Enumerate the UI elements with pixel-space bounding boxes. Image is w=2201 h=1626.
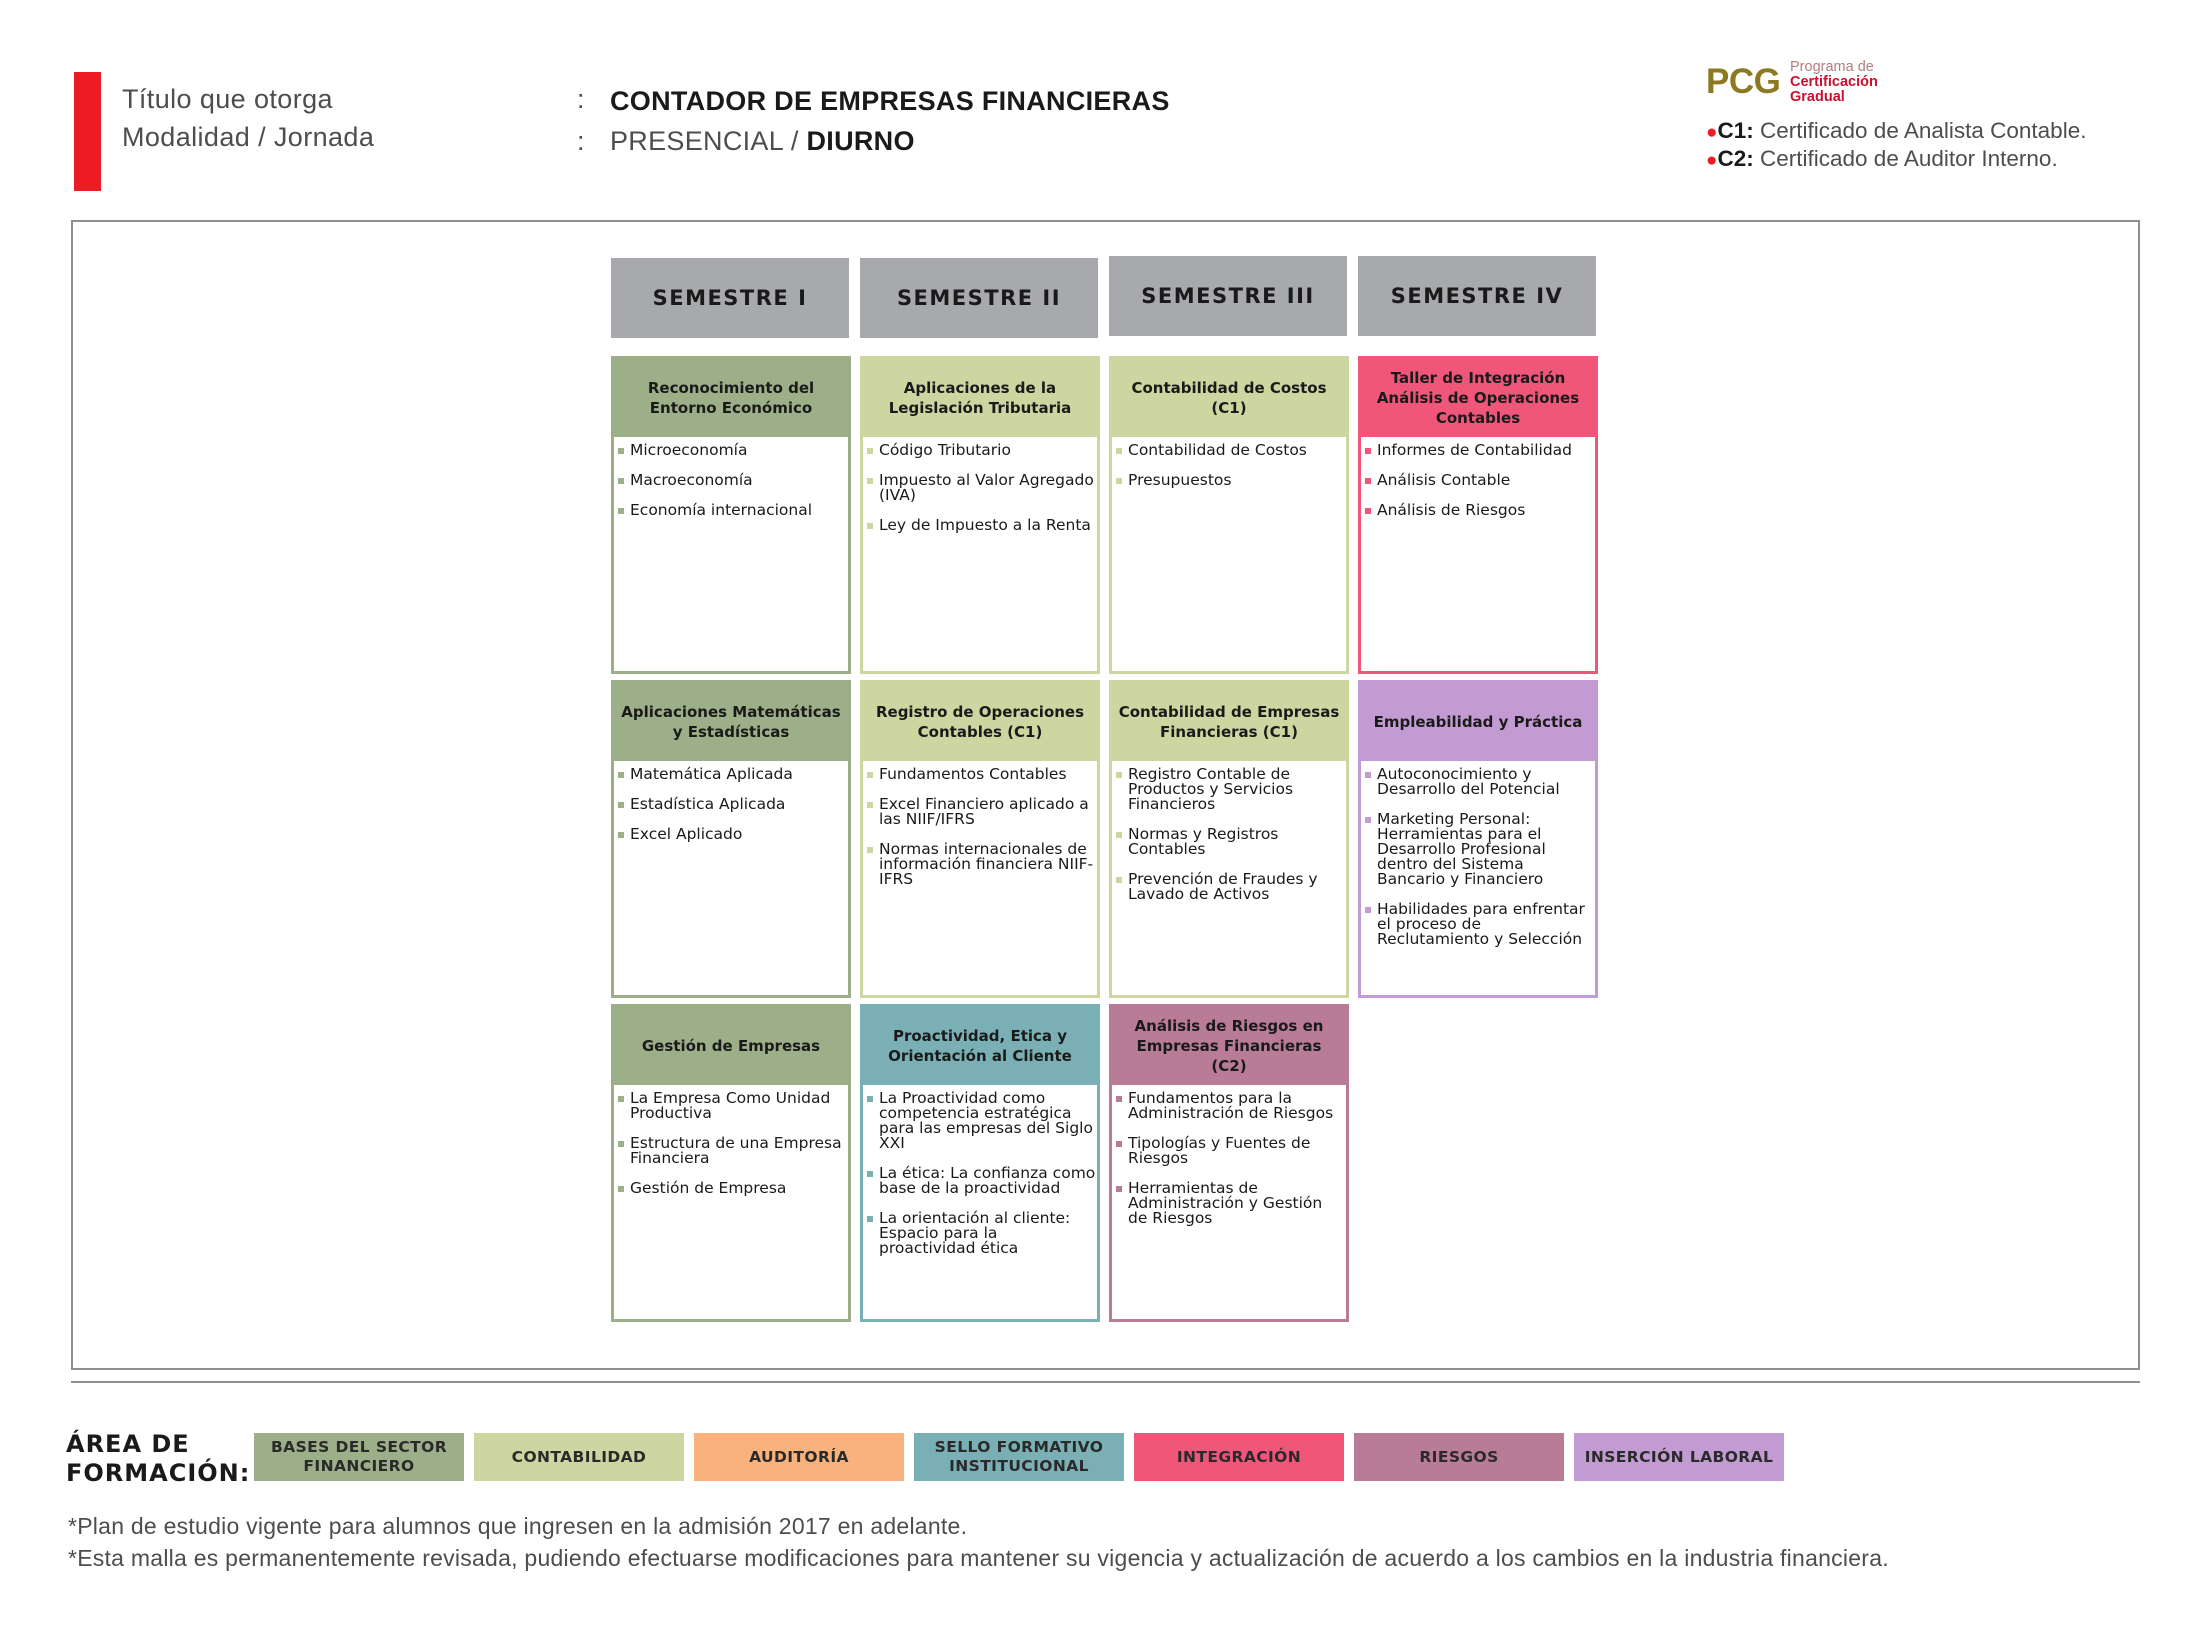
course-card [1358,356,1598,674]
square-bullet-icon [618,1096,624,1102]
course-title: Proactividad, Etica y Orientación al Cliente [863,1007,1097,1085]
legend-item: INTEGRACIÓN [1134,1433,1344,1481]
topic-list [1112,437,1346,488]
square-bullet-icon [867,772,873,778]
course-title: Reconocimiento del Entorno Económico [614,359,848,437]
topic-item [1365,902,1595,947]
course-card [1109,680,1349,998]
square-bullet-icon [1116,1186,1122,1192]
topic-item [1116,1091,1346,1121]
topic-item [618,1091,848,1121]
topic-list [1112,761,1346,902]
square-bullet-icon [618,832,624,838]
semester-1-header: SEMESTRE I [611,258,849,338]
square-bullet-icon [618,802,624,808]
square-bullet-icon [1365,508,1371,514]
square-bullet-icon [867,478,873,484]
topic-text: Excel Aplicado [630,825,743,843]
square-bullet-icon [1365,478,1371,484]
footnote-1: *Plan de estudio vigente para alumnos que ingresen en la admisión 2017 en adelante. [68,1513,968,1539]
course-title: Contabilidad de Costos (C1) [1112,359,1346,437]
square-bullet-icon [1116,1141,1122,1147]
topic-item [1116,443,1346,458]
course-title: Aplicaciones de la Legislación Tributaria [863,359,1097,437]
topic-text: Fundamentos Contables [879,765,1067,783]
topic-text: Autoconocimiento y Desarrollo del Potencial [1377,765,1560,798]
course-card [611,356,851,674]
topic-text: Estadística Aplicada [630,795,786,813]
topic-text: Informes de Contabilidad [1377,441,1573,459]
square-bullet-icon [867,802,873,808]
square-bullet-icon [618,1186,624,1192]
course-title: Taller de Integración Análisis de Operaciones Contables [1361,359,1595,437]
legend-item: BASES DEL SECTOR FINANCIERO [254,1433,464,1481]
course-title: Registro de Operaciones Contables (C1) [863,683,1097,761]
topic-text: Registro Contable de Productos y Servicios Financieros [1128,765,1294,813]
course-card [1358,680,1598,998]
square-bullet-icon [618,508,624,514]
topic-text: La Empresa Como Unidad Productiva [630,1089,831,1122]
legend-item: INSERCIÓN LABORAL [1574,1433,1784,1481]
topic-item [1365,503,1595,518]
topic-item [867,842,1097,887]
course-card [1109,356,1349,674]
topic-item [867,443,1097,458]
topic-item [1365,443,1595,458]
topic-list [614,761,848,842]
square-bullet-icon [1116,478,1122,484]
square-bullet-icon [1365,817,1371,823]
legend-label: ÁREA DE FORMACIÓN: [66,1430,251,1487]
topic-item [618,827,848,842]
topic-list [863,761,1097,887]
degree-title: CONTADOR DE EMPRESAS FINANCIERAS [610,86,1170,116]
topic-item [1116,1136,1346,1166]
topic-item [1116,473,1346,488]
topic-list [614,437,848,518]
topic-item [867,518,1097,533]
square-bullet-icon [618,478,624,484]
mode-value: PRESENCIAL / DIURNO [610,126,915,156]
square-bullet-icon [867,448,873,454]
legend-item: RIESGOS [1354,1433,1564,1481]
square-bullet-icon [1365,772,1371,778]
topic-list [1361,437,1595,518]
curriculum-frame [71,220,2140,1370]
topic-text: Habilidades para enfrentar el proceso de Reclutamiento y Selección [1377,900,1585,948]
bullet-icon: ● [1706,150,1718,171]
topic-list [863,437,1097,533]
course-card [860,1004,1100,1322]
course-card [1109,1004,1349,1322]
mode-label: Modalidad / Jornada [122,122,375,152]
topic-item [618,1136,848,1166]
legend-item: CONTABILIDAD [474,1433,684,1481]
topic-item [867,797,1097,827]
topic-list [614,1085,848,1196]
square-bullet-icon [1116,832,1122,838]
course-card [611,680,851,998]
semester-3-header: SEMESTRE III [1109,256,1347,336]
divider [71,1381,2140,1383]
topic-item [618,473,848,488]
square-bullet-icon [1116,1096,1122,1102]
topic-text: Matemática Aplicada [630,765,793,783]
topic-text: La Proactividad como competencia estratégica para las empresas del Siglo XXI [879,1089,1093,1152]
topic-item [1365,812,1595,887]
course-title: Aplicaciones Matemáticas y Estadísticas [614,683,848,761]
square-bullet-icon [1365,907,1371,913]
square-bullet-icon [1116,877,1122,883]
square-bullet-icon [1116,772,1122,778]
topic-item [1116,767,1346,812]
topic-text: Normas y Registros Contables [1128,825,1279,858]
topic-text: Excel Financiero aplicado a las NIIF/IFRS [879,795,1089,828]
topic-text: Análisis de Riesgos [1377,501,1526,519]
pcg-logo: PCG Programa de Certificación Gradual [1706,59,1878,105]
topic-text: Código Tributario [879,441,1011,459]
semester-4-header: SEMESTRE IV [1358,256,1596,336]
topic-text: Normas internacionales de información financiera NIIF-IFRS [879,840,1094,888]
square-bullet-icon [618,448,624,454]
semester-2-header: SEMESTRE II [860,258,1098,338]
legend-item: AUDITORÍA [694,1433,904,1481]
topic-text: Ley de Impuesto a la Renta [879,516,1091,534]
course-title: Análisis de Riesgos en Empresas Financieras (C2) [1112,1007,1346,1085]
topic-text: La ética: La confianza como base de la proactividad [879,1164,1096,1197]
course-card [860,680,1100,998]
topic-text: Economía internacional [630,501,813,519]
topic-item [1365,767,1595,797]
topic-list [1361,761,1595,947]
topic-item [867,767,1097,782]
square-bullet-icon [618,772,624,778]
square-bullet-icon [618,1141,624,1147]
mode-colon: : [577,126,585,156]
topic-text: Análisis Contable [1377,471,1511,489]
course-title: Gestión de Empresas [614,1007,848,1085]
topic-text: Macroeconomía [630,471,753,489]
topic-text: Prevención de Fraudes y Lavado de Activos [1128,870,1318,903]
course-title: Contabilidad de Empresas Financieras (C1) [1112,683,1346,761]
topic-item [867,1211,1097,1256]
square-bullet-icon [867,1096,873,1102]
square-bullet-icon [867,523,873,529]
topic-text: Herramientas de Administración y Gestión de Riesgos [1128,1179,1323,1227]
course-card [860,356,1100,674]
certificate-c1: ●C1: Certificado de Analista Contable. [1706,118,2087,143]
bullet-icon: ● [1706,122,1718,143]
topic-text: Impuesto al Valor Agregado (IVA) [879,471,1094,504]
topic-item [618,767,848,782]
topic-list [1112,1085,1346,1226]
certificate-c2: ●C2: Certificado de Auditor Interno. [1706,146,2058,171]
topic-text: Gestión de Empresa [630,1179,787,1197]
topic-item [618,503,848,518]
topic-text: Fundamentos para la Administración de Riesgos [1128,1089,1334,1122]
topic-text: Presupuestos [1128,471,1232,489]
topic-text: La orientación al cliente: Espacio para la proactividad ética [879,1209,1071,1257]
topic-item [618,443,848,458]
square-bullet-icon [867,1216,873,1222]
topic-item [618,797,848,812]
topic-item [867,1091,1097,1151]
topic-text: Contabilidad de Costos [1128,441,1307,459]
course-title: Empleabilidad y Práctica [1361,683,1595,761]
legend-item: SELLO FORMATIVO INSTITUCIONAL [914,1433,1124,1481]
topic-text: Marketing Personal: Herramientas para el Desarrollo Profesional dentro del Sistema Bancario y Financiero [1377,810,1546,888]
topic-item [618,1181,848,1196]
topic-item [867,473,1097,503]
topic-item [1116,827,1346,857]
footnote-2: *Esta malla es permanentemente revisada, pudiendo efectuarse modificaciones para mantener su vigencia y actualización de acuerdo a los cambios en la industria financiera. [68,1545,1889,1571]
topic-item [1365,473,1595,488]
accent-bar [74,72,101,191]
title-label: Título que otorga [122,84,333,114]
topic-item [867,1166,1097,1196]
course-card [611,1004,851,1322]
title-colon: : [577,84,585,114]
square-bullet-icon [867,847,873,853]
topic-list [863,1085,1097,1256]
square-bullet-icon [867,1171,873,1177]
topic-text: Microeconomía [630,441,748,459]
topic-item [1116,1181,1346,1226]
topic-text: Estructura de una Empresa Financiera [630,1134,842,1167]
square-bullet-icon [1116,448,1122,454]
topic-item [1116,872,1346,902]
topic-text: Tipologías y Fuentes de Riesgos [1128,1134,1311,1167]
square-bullet-icon [1365,448,1371,454]
